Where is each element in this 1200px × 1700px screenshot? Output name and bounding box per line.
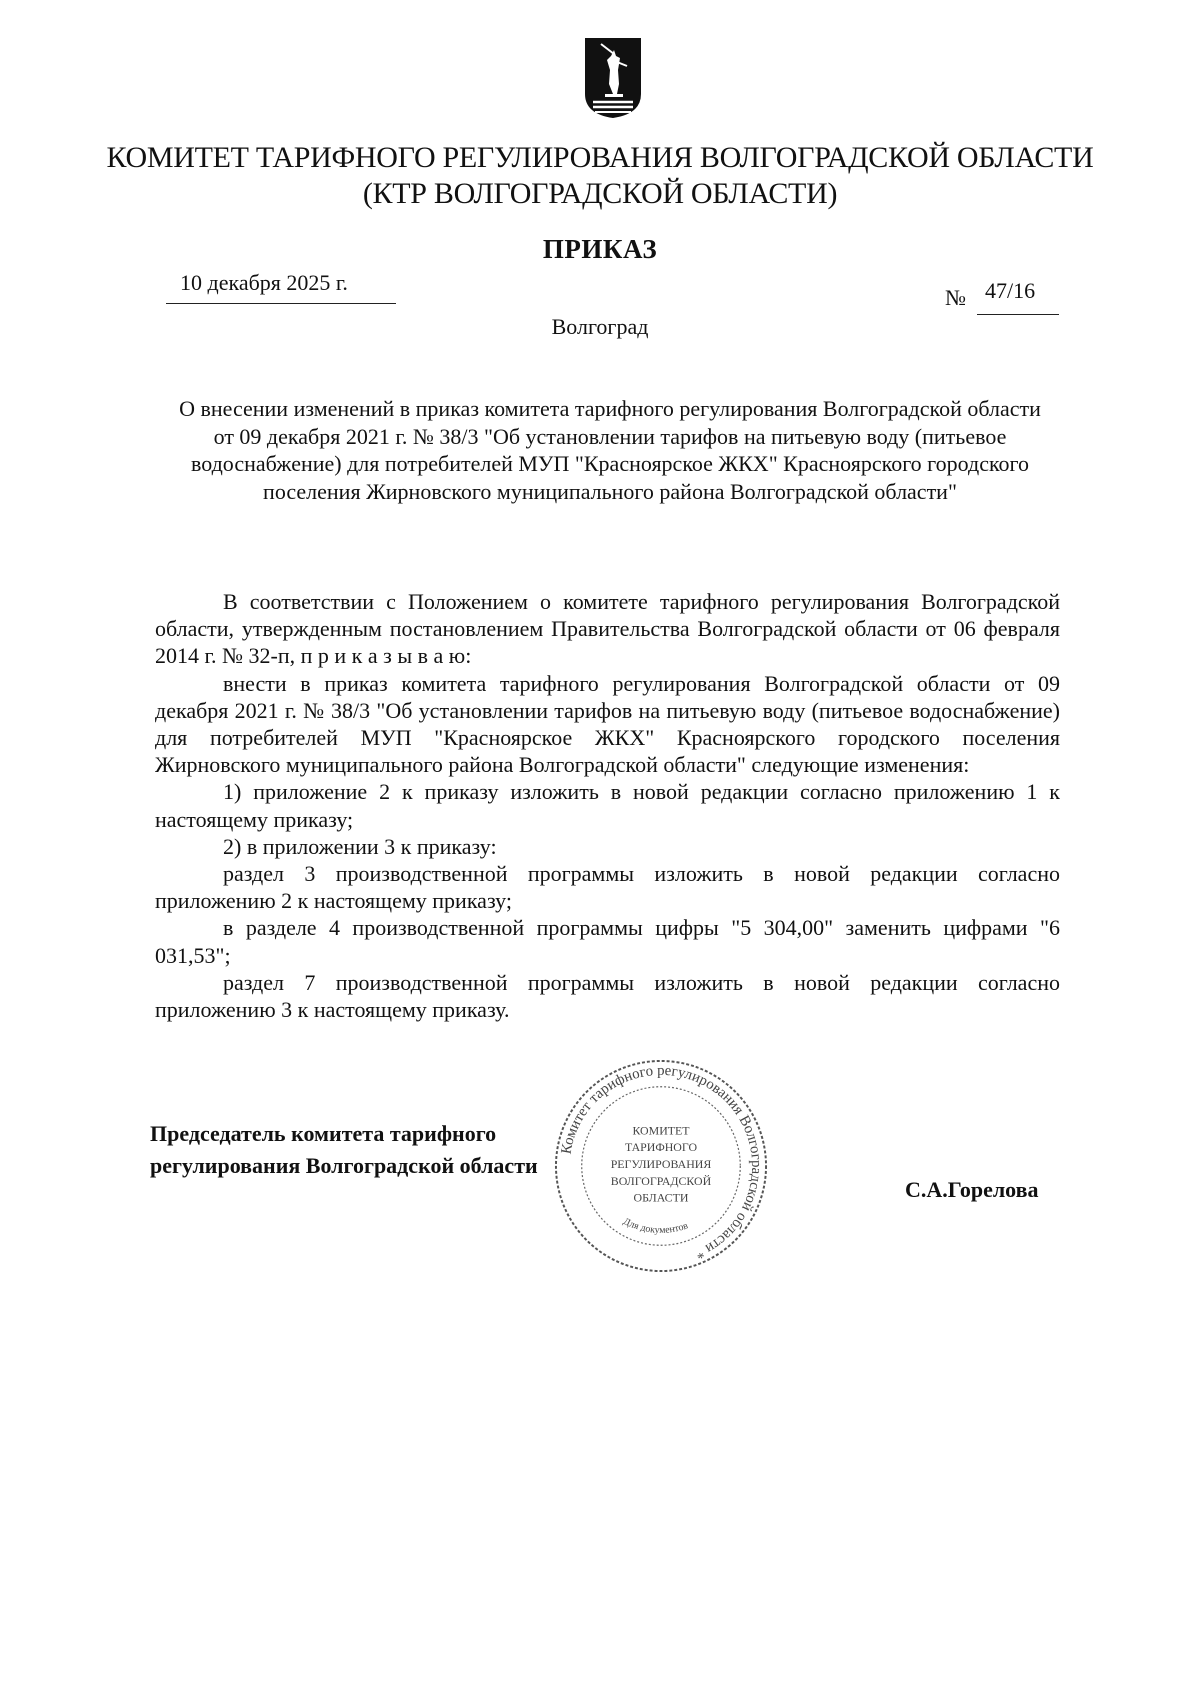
organization-name: КОМИТЕТ ТАРИФНОГО РЕГУЛИРОВАНИЯ ВОЛГОГРАДСКОЙ ОБЛАСТИ [106, 141, 1094, 174]
order-date: 10 декабря 2025 г. [180, 270, 348, 295]
seal-inner-line-5: ОБЛАСТИ [633, 1190, 689, 1205]
body-paragraph-section-3: раздел 3 производственной программы изложить в новой редакции согласно приложению 2 к настоящему приказу; [155, 861, 1060, 914]
order-number-sign: № [945, 285, 966, 310]
seal-inner-line-2: ТАРИФНОГО [624, 1140, 698, 1155]
order-number: 47/16 [985, 278, 1036, 303]
city-name: Волгоград [551, 314, 649, 339]
organization-short-name: (КТР ВОЛГОГРАДСКОЙ ОБЛАСТИ) [362, 177, 838, 210]
document-type-title: ПРИКАЗ [542, 234, 658, 264]
seal-outer-text-path: Комитет тарифного регулирования Волгоградской области * [558, 1062, 765, 1262]
date-underline [166, 303, 396, 304]
signer-position-line-2: регулирования Волгоградской области [150, 1153, 538, 1178]
body-paragraph-section-7: раздел 7 производственной программы изложить в новой редакции согласно приложению 3 к настоящему приказу. [155, 969, 1060, 1023]
body-paragraph-directive: внести в приказ комитета тарифного регулирования Волгоградской области от 09 декабря 2021 г. № 38/3 "Об установлении тарифов на питьевую воду (питьевое водоснабжение) для потребителей МУП "Красноярское ЖКХ" Красноярского городского поселения Жирновского муниципального района Волгоградской области" следующие изменения: [155, 670, 1060, 778]
official-seal-stamp [552, 1057, 770, 1275]
seal-bottom-text-path: Для документов [621, 1216, 690, 1236]
body-paragraph-item-2: 2) в приложении 3 к приказу: [223, 833, 497, 859]
signer-position [150, 1118, 538, 1182]
order-body [155, 588, 1060, 1023]
seal-inner-line-1: КОМИТЕТ [632, 1123, 690, 1138]
body-paragraph-item-1: 1) приложение 2 к приказу изложить в новой редакции согласно приложению 1 к настоящему приказу; [155, 779, 1060, 832]
seal-inner-line-3: РЕГУЛИРОВАНИЯ [610, 1156, 712, 1171]
body-paragraph-basis: В соответствии с Положением о комитете тарифного регулирования Волгоградской области, утвержденным постановлением Правительства Волгоградской области от 06 февраля 2014 г. № 32-п, п р и к а з ы в а ю: [155, 589, 1060, 669]
seal-inner-line-4: ВОЛГОГРАДСКОЙ [610, 1173, 712, 1188]
body-paragraph-section-4: в разделе 4 производственной программы цифры "5 304,00" заменить цифрами "6 031,53"; [155, 915, 1060, 968]
signer-position-line-1: Председатель комитета тарифного [150, 1121, 497, 1146]
signer-name: С.А.Горелова [905, 1177, 1039, 1202]
city-emblem-icon [583, 36, 643, 120]
order-subject: О внесении изменений в приказ комитета тарифного регулирования Волгоградской области от 09 декабря 2021 г. № 38/3 "Об установлении тарифов на питьевую воду (питьевое водоснабжение) для потребителей МУП "Красноярское ЖКХ" Красноярского городского поселения Жирновского муниципального района Волгоградской области" [179, 396, 1041, 504]
seal-bottom-text [621, 1216, 689, 1236]
